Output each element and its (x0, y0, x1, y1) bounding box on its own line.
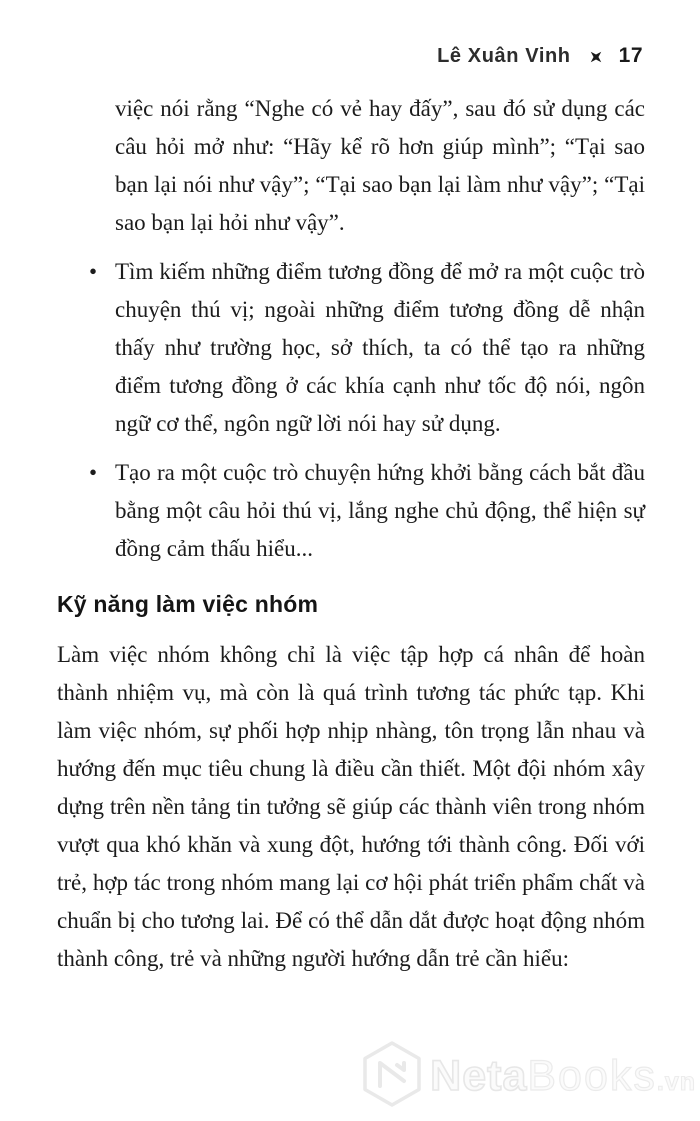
bullet-icon: • (89, 460, 98, 485)
list-item-text: Tạo ra một cuộc trò chuyện hứng khởi bằng cách bắt đầu bằng một câu hỏi thú vị, lắng nghe chủ động, thể hiện sự đồng cảm thấu hiểu... (115, 460, 645, 561)
author-name: Lê Xuân Vinh (437, 44, 571, 67)
bullet-icon: • (89, 259, 98, 284)
section-heading: Kỹ năng làm việc nhóm (57, 591, 319, 617)
list-item (89, 253, 645, 443)
watermark-brand-books: Books (527, 1052, 657, 1100)
page-number: 17 (618, 44, 643, 67)
page-header (437, 44, 643, 68)
watermark-tld: .vn (656, 1068, 696, 1096)
netabooks-logo-icon (360, 1040, 424, 1113)
intro-paragraph: việc nói rằng “Nghe có vẻ hay đấy”, sau đó sử dụng các câu hỏi mở như: “Hãy kể rõ hơn giúp mình”; “Tại sao bạn lại nói như vậy”; “Tại sao bạn lại làm như vậy”; “Tại sao bạn lại hỏi như vậy”. (115, 96, 645, 235)
watermark-brand-neta: Neta (430, 1052, 528, 1100)
watermark (360, 1040, 696, 1113)
body-paragraph: Làm việc nhóm không chỉ là việc tập hợp cá nhân để hoàn thành nhiệm vụ, mà còn là quá trình tương tác phức tạp. Khi làm việc nhóm, sự phối hợp nhịp nhàng, tôn trọng lẫn nhau và hướng đến mục tiêu chung là điều cần thiết. Một đội nhóm xây dựng trên nền tảng tin tưởng sẽ giúp các thành viên trong nhóm vượt qua khó khăn và xung đột, hướng tới thành công. Đối với trẻ, hợp tác trong nhóm mang lại cơ hội phát triển phẩm chất và chuẩn bị cho tương lai. Để có thể dẫn dắt được hoạt động nhóm thành công, trẻ và những người hướng dẫn trẻ cần hiểu: (57, 642, 645, 971)
text-column (57, 90, 645, 978)
watermark-text (430, 1052, 696, 1101)
list-item (89, 454, 645, 568)
list-item-text: Tìm kiếm những điểm tương đồng để mở ra một cuộc trò chuyện thú vị; ngoài những điểm tương đồng dễ nhận thấy như trường học, sở thích, ta có thể tạo ra những điểm tương đồng ở các khía cạnh như tốc độ nói, ngôn ngữ cơ thể, ngôn ngữ lời nói hay sử dụng. (115, 259, 645, 436)
star-icon (589, 50, 603, 64)
